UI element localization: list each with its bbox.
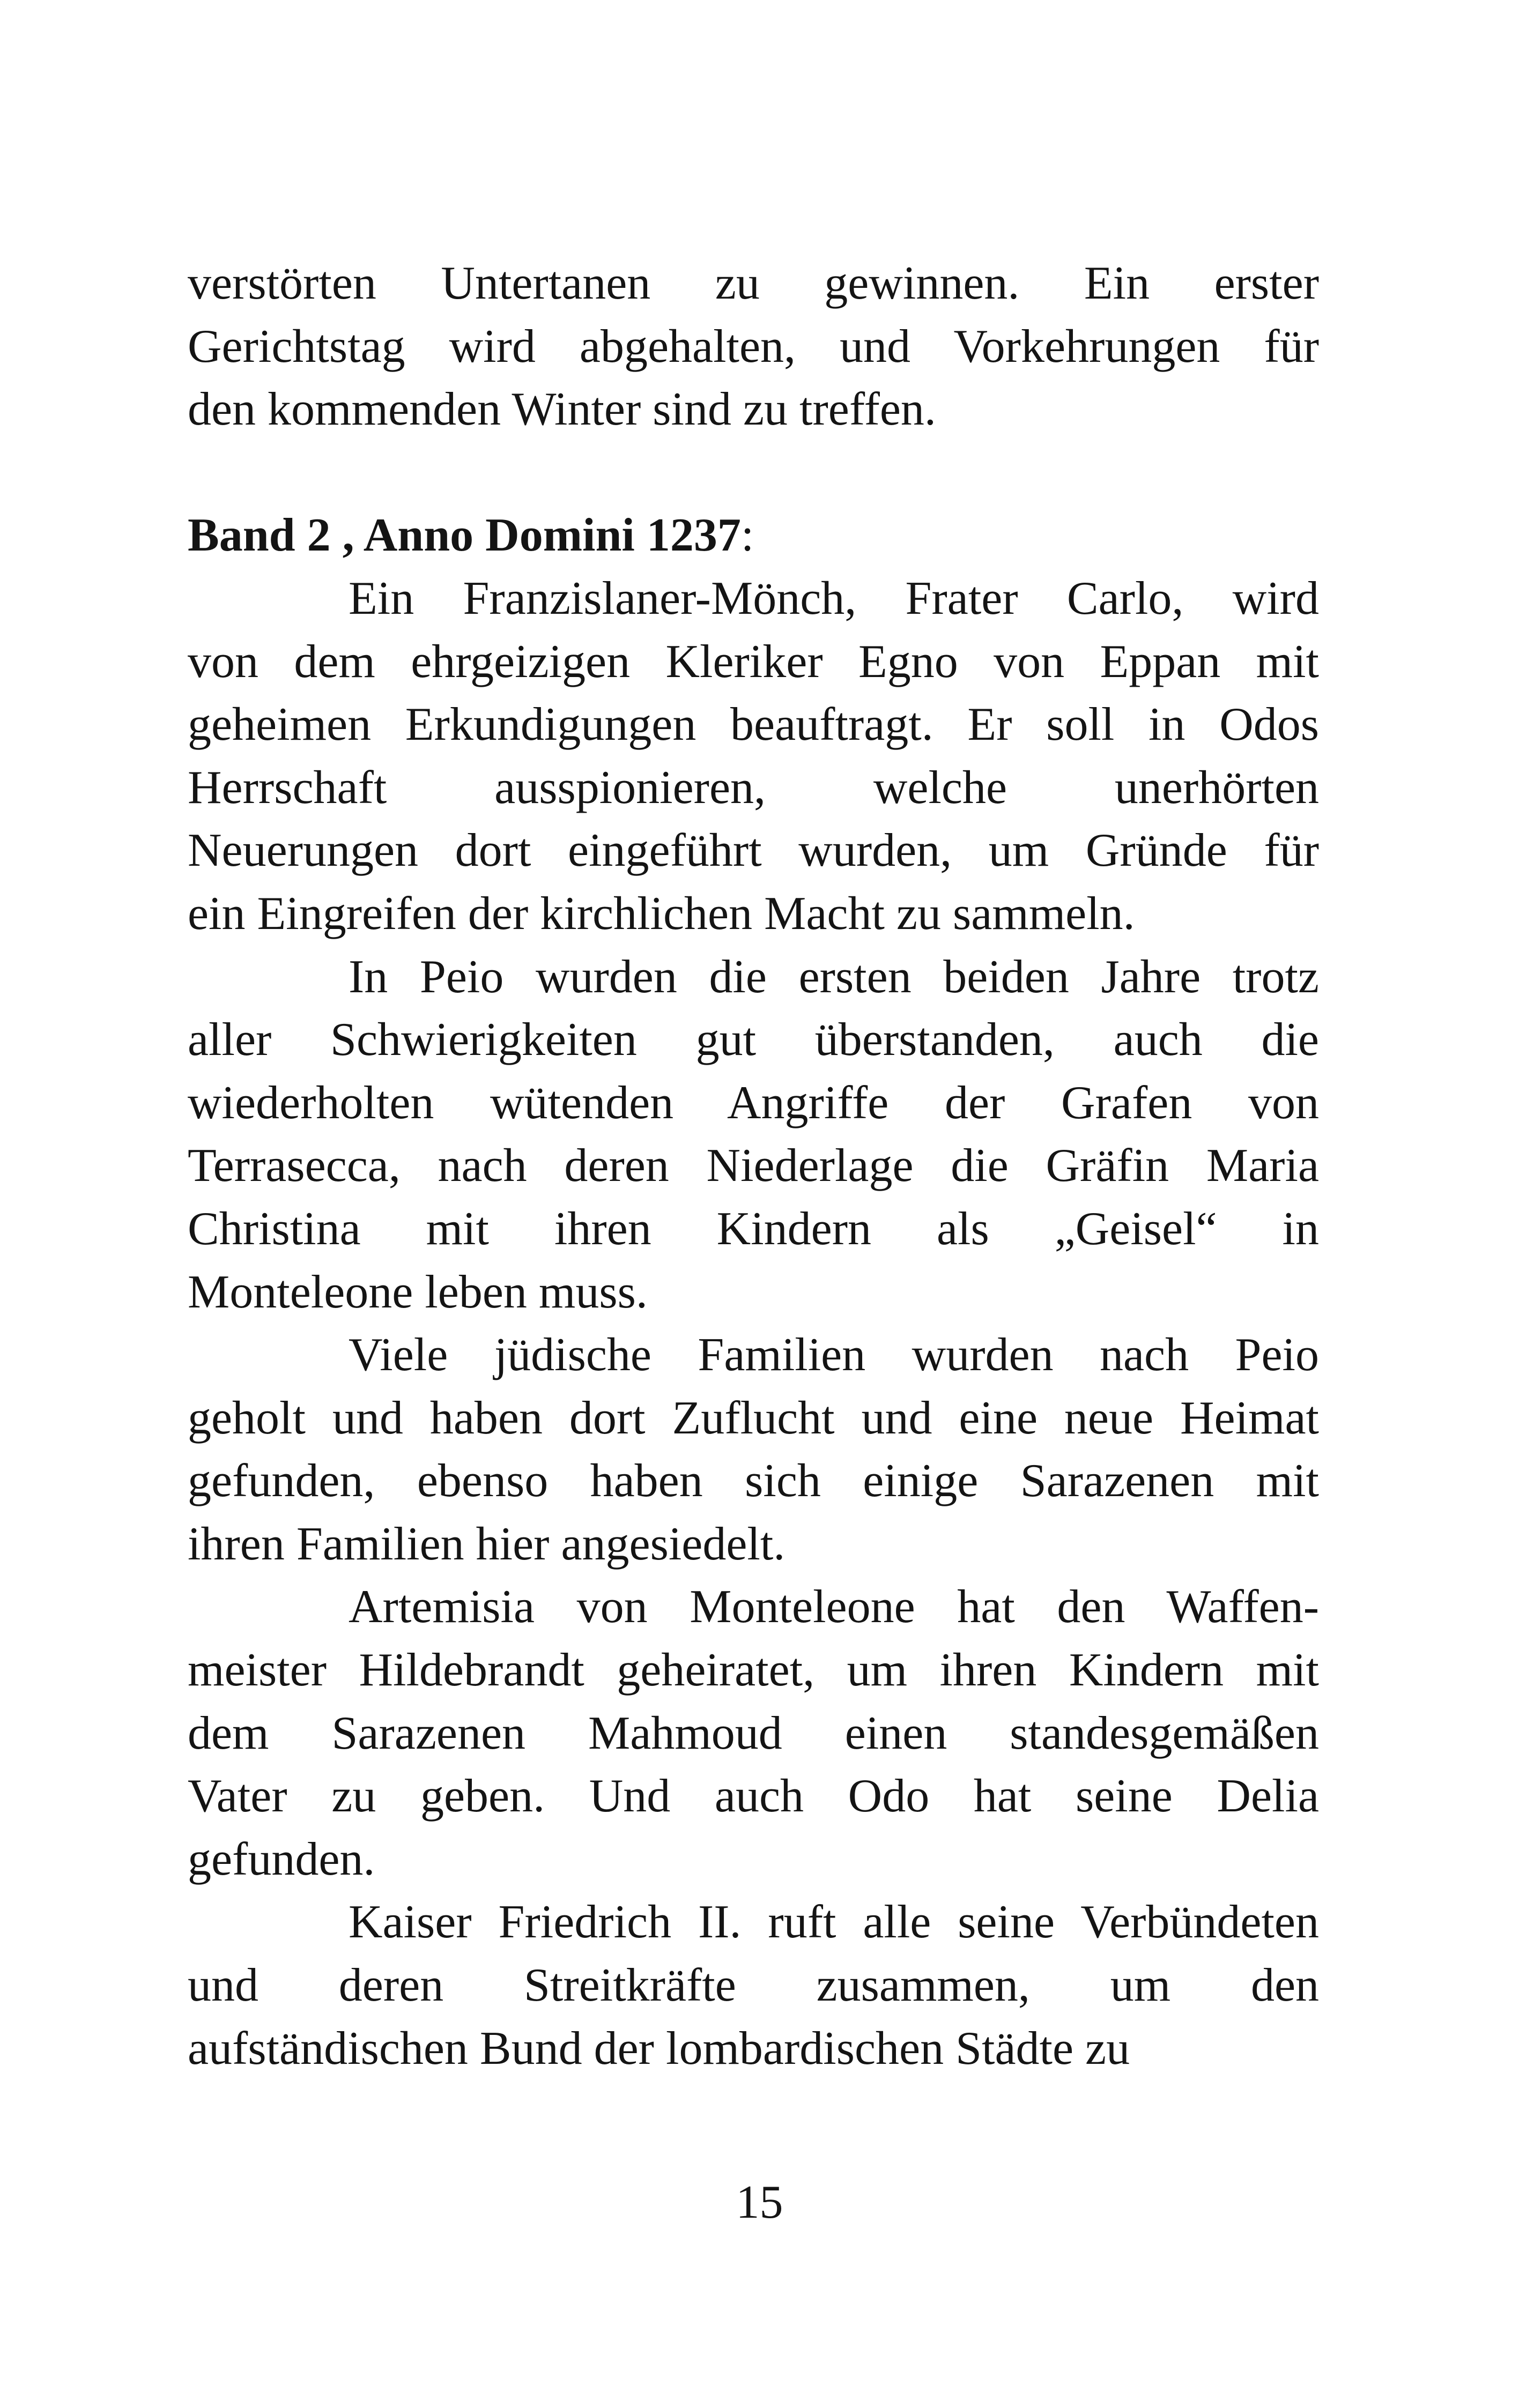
section-heading-suffix: : xyxy=(740,509,754,562)
text-line: Kaiser Friedrich II. ruft alle seine Verbündeten xyxy=(349,1896,1319,1949)
text-line: Vater zu geben. Und auch Odo hat seine Delia xyxy=(188,1770,1319,1823)
text-line: gefunden, ebenso haben sich einige Sarazenen mit xyxy=(188,1455,1319,1507)
text-line: Herrschaft ausspionieren, welche unerhörten xyxy=(188,761,1319,814)
text-line: Neuerungen dort eingeführt wurden, um Gründe für xyxy=(188,824,1319,877)
text-line: ein Eingreifen der kirchlichen Macht zu sammeln. xyxy=(188,887,1135,940)
paragraph xyxy=(188,946,1319,1324)
text-line: Viele jüdische Familien wurden nach Peio xyxy=(349,1329,1319,1381)
page-number: 15 xyxy=(736,2176,783,2228)
blank-line xyxy=(188,441,1319,504)
text-line: gefunden. xyxy=(188,1833,375,1885)
page-body xyxy=(188,252,1319,2080)
text-line: geheimen Erkundigungen beauftragt. Er soll in Odos xyxy=(188,698,1319,751)
text-line: Terrasecca, nach deren Niederlage die Gräfin Maria xyxy=(188,1140,1319,1192)
text-line: von dem ehrgeizigen Kleriker Egno von Eppan mit xyxy=(188,635,1319,688)
text-line: Christina mit ihren Kindern als „Geisel“ in xyxy=(188,1202,1319,1255)
text-line: Artemisia von Monteleone hat den Waffen- xyxy=(349,1581,1319,1633)
text-line: aller Schwierigkeiten gut überstanden, auch die xyxy=(188,1014,1319,1066)
paragraph xyxy=(188,1891,1319,2080)
intro-paragraph xyxy=(188,252,1319,441)
text-line: meister Hildebrandt geheiratet, um ihren Kindern mit xyxy=(188,1644,1319,1697)
text-line: Ein Franzislaner-Mönch, Frater Carlo, wird xyxy=(349,572,1319,625)
paragraph xyxy=(188,1324,1319,1575)
text-line: ihren Familien hier angesiedelt. xyxy=(188,1518,786,1570)
text-line: In Peio wurden die ersten beiden Jahre trotz xyxy=(349,950,1319,1003)
paragraph xyxy=(188,1575,1319,1891)
section-heading xyxy=(188,504,1319,567)
text-line: dem Sarazenen Mahmoud einen standesgemäßen xyxy=(188,1707,1319,1759)
text-line: wiederholten wütenden Angriffe der Grafen von xyxy=(188,1076,1319,1129)
text-line: und deren Streitkräfte zusammen, um den xyxy=(188,1959,1319,2012)
text-line: Gerichtstag wird abgehalten, und Vorkehrungen für xyxy=(188,320,1319,373)
text-line: aufständischen Bund der lombardischen Städte zu xyxy=(188,2022,1130,2075)
text-line: geholt und haben dort Zuflucht und eine neue Heimat xyxy=(188,1392,1319,1444)
text-line: verstörten Untertanen zu gewinnen. Ein erster xyxy=(188,257,1319,309)
section-heading-bold: Band 2 , Anno Domini 1237 xyxy=(188,509,741,562)
text-line: Monteleone leben muss. xyxy=(188,1266,648,1318)
paragraph xyxy=(188,567,1319,946)
text-line: den kommenden Winter sind zu treffen. xyxy=(188,383,936,436)
